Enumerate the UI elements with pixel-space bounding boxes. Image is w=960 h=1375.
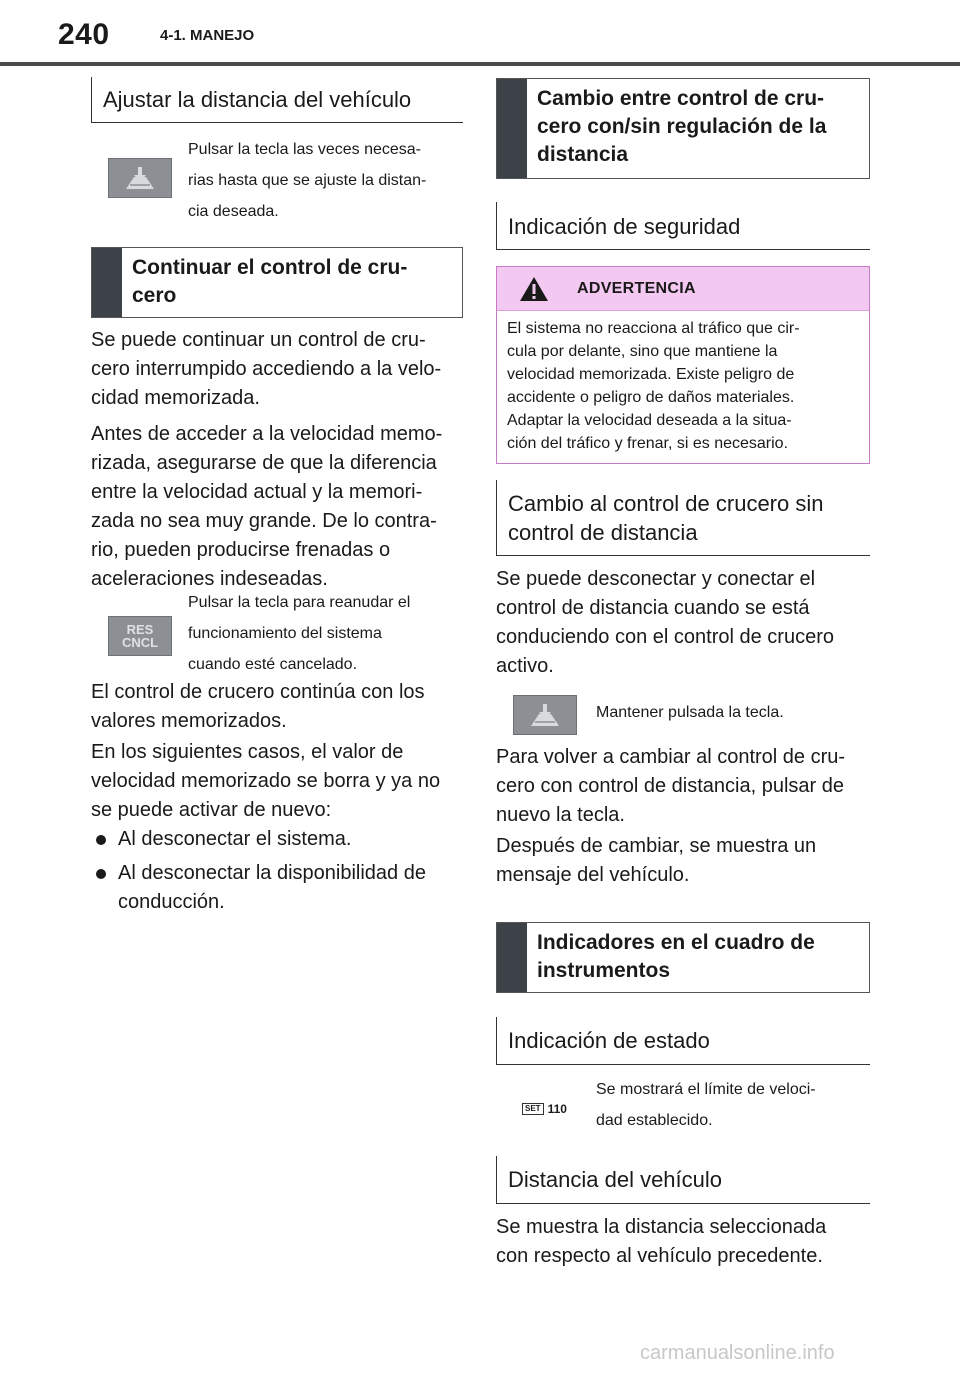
heading-bar <box>497 79 527 178</box>
adjust-instruction: Pulsar la tecla las veces necesa- rias hasta que se ajuste la distan- cia deseada. <box>188 141 427 220</box>
warning-box <box>496 266 870 464</box>
res-instruction: Pulsar la tecla para reanudar el funcionamiento del sistema cuando esté cancelado. <box>188 594 411 673</box>
heading-bar <box>92 248 122 317</box>
paragraph-disconnect: Se puede desconectar y conectar el control de distancia cuando se está conduciendo con el control de crucero activo. <box>496 568 834 677</box>
set-speed-indicator <box>522 1102 567 1116</box>
section-heading-indicators: Indicadores en el cuadro de instrumentos <box>496 922 870 993</box>
watermark: carmanualsonline.info <box>640 1342 835 1364</box>
paragraph-after-switch: Después de cambiar, se muestra un mensaje del vehículo. <box>496 835 817 886</box>
set-value: 110 <box>547 1102 567 1116</box>
distance-icon <box>120 165 160 191</box>
subheading-vehicle-distance: Distancia del vehículo <box>496 1156 870 1204</box>
distance-button-icon <box>513 695 577 735</box>
paragraph-continues: El control de crucero continúa con los valores memorizados. <box>91 681 425 732</box>
warning-body: El sistema no reacciona al tráfico que cir- cula por delante, sino que mantiene la velocidad memorizada. Existe peligro de accidente o peligro de daños materiales. Adaptar la velocidad deseada a la situa- ción del tráfico y frenar, si es necesario. <box>507 320 800 452</box>
bullet-icon <box>96 869 106 879</box>
subheading-safety: Indicación de seguridad <box>496 202 870 250</box>
heading-bar <box>497 923 527 992</box>
section-heading-switch: Cambio entre control de cru- cero con/sin regulación de la distancia <box>496 78 870 179</box>
status-instruction: Se mostrará el límite de veloci- dad establecido. <box>596 1081 816 1129</box>
paragraph-cases: En los siguientes casos, el valor de velocidad memorizado se borra y ya no se puede activar de nuevo: <box>91 741 441 821</box>
warning-title: ADVERTENCIA <box>577 279 696 297</box>
bullet-icon <box>96 835 106 845</box>
hold-instruction: Mantener pulsada la tecla. <box>596 704 784 721</box>
list-item: Al desconectar el sistema. <box>118 828 352 850</box>
distance-button-icon <box>108 158 172 198</box>
header-rule <box>0 62 960 66</box>
distance-icon <box>525 702 565 728</box>
res-cncl-button: RES CNCL <box>108 616 172 656</box>
section-heading-continue: Continuar el control de cru- cero <box>91 247 463 318</box>
warning-triangle-icon <box>519 276 549 302</box>
set-label: SET <box>522 1103 544 1115</box>
paragraph-continue: Se puede continuar un control de cru- cero interrumpido accediendo a la velo- cidad memorizada. <box>91 329 442 409</box>
subheading-status: Indicación de estado <box>496 1017 870 1065</box>
subheading-adjust-distance <box>91 77 463 123</box>
list-item: Al desconectar la disponibilidad de conducción. <box>118 862 426 913</box>
subheading-text: Ajustar la distancia del vehículo <box>103 87 412 112</box>
paragraph-memorized-speed: Antes de acceder a la velocidad memo- rizada, asegurarse de que la diferencia entre la velocidad actual y la memori- zada no sea muy grande. De lo contra- rio, pueden producirse frenadas o aceleraciones indeseadas. <box>91 423 443 590</box>
paragraph-distance-shown: Se muestra la distancia seleccionada con respecto al vehículo precedente. <box>496 1216 827 1267</box>
paragraph-return: Para volver a cambiar al control de cru- cero con control de distancia, pulsar de nuevo la tecla. <box>496 746 846 826</box>
page-number: 240 <box>58 18 110 51</box>
chapter-title: 4-1. MANEJO <box>160 27 255 44</box>
subheading-cruise-without-distance: Cambio al control de crucero sin control de distancia <box>496 480 870 556</box>
warning-header <box>497 267 869 311</box>
